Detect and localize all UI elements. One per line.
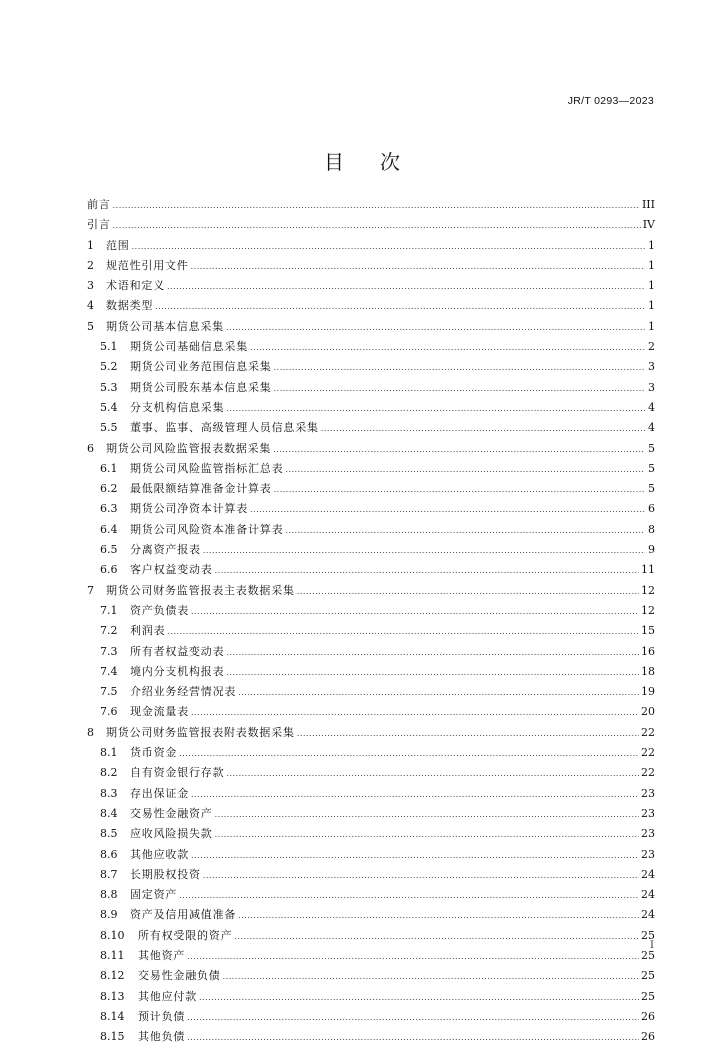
- toc-entry-page: 11: [641, 563, 655, 577]
- dot-leader: [215, 561, 639, 581]
- toc-entry[interactable]: [87, 642, 655, 662]
- toc-entry-label: 境内分支机构报表: [130, 664, 225, 678]
- toc-entry-page: 20: [641, 705, 655, 719]
- toc-entry[interactable]: [87, 357, 655, 377]
- toc-entry[interactable]: [87, 398, 655, 418]
- toc-entry-number: 7.1: [100, 603, 118, 617]
- toc-entry[interactable]: [87, 236, 655, 256]
- dot-leader: [155, 297, 645, 317]
- dot-leader: [167, 277, 645, 297]
- toc-entry-label: 其他应付款: [138, 989, 197, 1003]
- dot-leader: [321, 419, 645, 439]
- toc-entry-page: 3: [648, 360, 655, 374]
- toc-entry-label: 期货公司风险监管指标汇总表: [130, 461, 284, 475]
- toc-entry-page: 22: [641, 766, 655, 780]
- toc-entry-page: 12: [641, 583, 655, 597]
- dot-leader: [226, 318, 645, 338]
- toc-entry-label: 数据类型: [106, 299, 154, 313]
- toc-entry[interactable]: [87, 276, 655, 296]
- toc-entry-number: 8.13: [100, 989, 125, 1003]
- toc-entry-page: 26: [641, 1030, 655, 1044]
- dot-leader: [203, 541, 645, 561]
- toc-entry[interactable]: [87, 865, 655, 885]
- toc-entry-number: 6.5: [100, 543, 118, 557]
- toc-entry-number: 8.8: [100, 888, 118, 902]
- toc-entry-label: 期货公司风险监管报表数据采集: [106, 441, 272, 455]
- toc-entry-number: 7.4: [100, 664, 118, 678]
- toc-entry-label: 其他应收款: [130, 847, 189, 861]
- toc-entry-page: 26: [641, 1009, 655, 1023]
- dot-leader: [274, 358, 645, 378]
- toc-entry[interactable]: [87, 946, 655, 966]
- dot-leader: [234, 927, 639, 947]
- toc-entry-label: 应收风险损失款: [130, 827, 213, 841]
- dot-leader: [285, 460, 645, 480]
- dot-leader: [274, 480, 645, 500]
- dot-leader: [297, 582, 639, 602]
- toc-entry-label: 所有权受限的资产: [138, 928, 233, 942]
- toc-entry-number: 5.4: [100, 400, 118, 414]
- toc-entry-page: 25: [641, 969, 655, 983]
- toc-entry-label: 长期股权投资: [130, 867, 201, 881]
- toc-entry-number: 7: [87, 583, 94, 597]
- toc-entry[interactable]: [87, 966, 655, 986]
- toc-entry-page: 16: [641, 644, 655, 658]
- toc-entry-label: 期货公司净资本计算表: [130, 502, 248, 516]
- toc-entry-label: 期货公司财务监管报表主表数据采集: [106, 583, 295, 597]
- page-number: I: [650, 940, 654, 951]
- toc-entry-label: 预计负债: [138, 1009, 186, 1023]
- toc-entry-page: 23: [641, 847, 655, 861]
- toc-entry-number: 2: [87, 258, 94, 272]
- dot-leader: [187, 947, 639, 967]
- toc-entry-page: 1: [648, 238, 655, 252]
- toc-entry[interactable]: [87, 804, 655, 824]
- toc-entry-label: 其他资产: [138, 948, 186, 962]
- toc-entry-number: 8.3: [100, 786, 118, 800]
- toc-entry-label: 期货公司股东基本信息采集: [130, 380, 272, 394]
- toc-entry[interactable]: [87, 560, 655, 580]
- dot-leader: [191, 846, 639, 866]
- toc-entry-page: 1: [648, 299, 655, 313]
- dot-leader: [215, 805, 639, 825]
- toc-entry-page: 2: [648, 340, 655, 354]
- toc-entry-label: 期货公司基本信息采集: [106, 319, 224, 333]
- toc-entry-page: 18: [641, 664, 655, 678]
- dot-leader: [199, 988, 639, 1008]
- toc-entry-label: 术语和定义: [106, 279, 165, 293]
- toc-entry[interactable]: [87, 702, 655, 722]
- toc-entry[interactable]: [87, 459, 655, 479]
- toc-entry[interactable]: [87, 784, 655, 804]
- toc-entry-page: 5: [648, 461, 655, 475]
- dot-leader: [191, 257, 645, 277]
- toc-entry-number: 8.12: [100, 969, 125, 983]
- toc-entry-number: 6.3: [100, 502, 118, 516]
- toc-entry[interactable]: [87, 885, 655, 905]
- toc-entry-number: 8.15: [100, 1030, 125, 1044]
- toc-entry-page: 24: [641, 908, 655, 922]
- toc-entry[interactable]: [87, 418, 655, 438]
- toc-entry-page: 25: [641, 989, 655, 1003]
- toc-entry[interactable]: [87, 317, 655, 337]
- toc-entry[interactable]: [87, 1027, 655, 1047]
- toc-entry[interactable]: [87, 499, 655, 519]
- dot-leader: [179, 744, 639, 764]
- toc-entry-label: 介绍业务经营情况表: [130, 685, 237, 699]
- toc-entry-number: 6.1: [100, 461, 118, 475]
- toc-entry-page: 8: [648, 522, 655, 536]
- toc-entry-label: 分离资产报表: [130, 543, 201, 557]
- toc-entry[interactable]: [87, 905, 655, 925]
- toc-entry[interactable]: [87, 723, 655, 743]
- dot-leader: [238, 906, 639, 926]
- toc-entry-page: 24: [641, 888, 655, 902]
- toc-entry-number: 8: [87, 725, 94, 739]
- toc-entry[interactable]: [87, 743, 655, 763]
- toc-entry-page: 1: [648, 279, 655, 293]
- toc-entry[interactable]: [87, 845, 655, 865]
- toc-entry[interactable]: [87, 479, 655, 499]
- toc-entry-label: 固定资产: [130, 888, 178, 902]
- toc-entry-label: 范围: [106, 238, 130, 252]
- toc-entry-label: 交易性金融负债: [138, 969, 221, 983]
- toc-entry-number: 7.6: [100, 705, 118, 719]
- toc-entry-page: 1: [648, 258, 655, 272]
- toc-entry-number: 8.10: [100, 928, 125, 942]
- toc-entry-number: 1: [87, 238, 94, 252]
- dot-leader: [238, 683, 639, 703]
- toc-entry-number: 7.2: [100, 624, 118, 638]
- toc-entry-page: 15: [641, 624, 655, 638]
- toc-entry-label: 货币资金: [130, 746, 178, 760]
- dot-leader: [250, 338, 645, 358]
- toc-entry-number: 8.14: [100, 1009, 125, 1023]
- dot-leader: [226, 663, 639, 683]
- toc-entry-number: 6.6: [100, 563, 118, 577]
- table-of-contents: [87, 195, 655, 1047]
- toc-entry[interactable]: [87, 621, 655, 641]
- toc-entry[interactable]: [87, 215, 655, 235]
- dot-leader: [285, 521, 645, 541]
- toc-entry-number: 6.4: [100, 522, 118, 536]
- toc-entry[interactable]: [87, 926, 655, 946]
- toc-entry-page: 22: [641, 725, 655, 739]
- dot-leader: [250, 500, 645, 520]
- dot-leader: [273, 440, 645, 460]
- toc-entry-number: 8.6: [100, 847, 118, 861]
- toc-entry-number: 5: [87, 319, 94, 333]
- document-code: JR/T 0293—2023: [567, 95, 654, 107]
- toc-entry-page: IV: [642, 218, 655, 232]
- toc-title: 目次: [324, 150, 436, 174]
- toc-entry[interactable]: [87, 439, 655, 459]
- dot-leader: [297, 724, 639, 744]
- dot-leader: [187, 1008, 639, 1028]
- toc-entry-number: 8.2: [100, 766, 118, 780]
- toc-entry-number: 8.7: [100, 867, 118, 881]
- toc-entry-label: 自有资金银行存款: [130, 766, 225, 780]
- toc-entry[interactable]: [87, 662, 655, 682]
- toc-entry-number: 8.1: [100, 746, 118, 760]
- toc-entry-page: 5: [648, 482, 655, 496]
- toc-entry[interactable]: [87, 682, 655, 702]
- toc-entry-number: 8.5: [100, 827, 118, 841]
- dot-leader: [132, 237, 645, 257]
- toc-entry-label: 规范性引用文件: [106, 258, 189, 272]
- dot-leader: [226, 643, 639, 663]
- toc-entry-label: 前言: [87, 198, 111, 211]
- toc-entry-label: 客户权益变动表: [130, 563, 213, 577]
- toc-entry[interactable]: [87, 763, 655, 783]
- toc-entry-label: 期货公司财务监管报表附表数据采集: [106, 725, 295, 739]
- toc-entry-number: 8.9: [100, 908, 118, 922]
- toc-entry-page: 5: [648, 441, 655, 455]
- toc-entry[interactable]: [87, 195, 655, 215]
- toc-entry-label: 期货公司风险资本准备计算表: [130, 522, 284, 536]
- toc-entry[interactable]: [87, 337, 655, 357]
- toc-entry-label: 所有者权益变动表: [130, 644, 225, 658]
- toc-entry[interactable]: [87, 987, 655, 1007]
- toc-entry-page: 1: [648, 319, 655, 333]
- toc-entry-page: 19: [641, 685, 655, 699]
- toc-entry-number: 5.1: [100, 340, 118, 354]
- toc-entry-label: 存出保证金: [130, 786, 189, 800]
- toc-entry-number: 8.11: [100, 948, 125, 962]
- toc-entry-label: 最低限额结算准备金计算表: [130, 482, 272, 496]
- dot-leader: [191, 785, 639, 805]
- toc-entry-label: 分支机构信息采集: [130, 400, 225, 414]
- toc-entry-number: 5.2: [100, 360, 118, 374]
- toc-entry[interactable]: [87, 378, 655, 398]
- toc-entry-page: 6: [648, 502, 655, 516]
- dot-leader: [187, 1028, 639, 1048]
- toc-entry-page: 22: [641, 746, 655, 760]
- toc-entry[interactable]: [87, 296, 655, 316]
- dot-leader: [226, 764, 639, 784]
- toc-entry[interactable]: [87, 824, 655, 844]
- toc-entry[interactable]: [87, 1007, 655, 1027]
- toc-entry-page: 9: [648, 543, 655, 557]
- toc-entry-page: 24: [641, 867, 655, 881]
- toc-entry-label: 期货公司基础信息采集: [130, 340, 248, 354]
- toc-entry-page: 23: [641, 786, 655, 800]
- toc-entry-label: 其他负债: [138, 1030, 186, 1044]
- toc-entry-number: 8.4: [100, 806, 118, 820]
- toc-entry-page: 3: [648, 380, 655, 394]
- dot-leader: [223, 967, 639, 987]
- toc-entry[interactable]: [87, 540, 655, 560]
- dot-leader: [215, 825, 639, 845]
- toc-entry-page: III: [641, 198, 655, 211]
- dot-leader: [274, 379, 645, 399]
- toc-entry-page: 23: [641, 806, 655, 820]
- toc-entry-number: 3: [87, 279, 94, 293]
- toc-entry-page: 25: [641, 948, 655, 962]
- dot-leader: [203, 866, 639, 886]
- dot-leader: [191, 602, 639, 622]
- toc-entry-label: 现金流量表: [130, 705, 189, 719]
- toc-entry-page: 4: [648, 400, 655, 414]
- toc-entry-number: 7.5: [100, 685, 118, 699]
- toc-entry[interactable]: [87, 601, 655, 621]
- toc-entry-number: 5.5: [100, 421, 118, 435]
- dot-leader: [113, 216, 641, 236]
- toc-entry-page: 12: [641, 603, 655, 617]
- toc-entry-label: 利润表: [130, 624, 166, 638]
- toc-entry[interactable]: [87, 256, 655, 276]
- toc-entry[interactable]: [87, 581, 655, 601]
- dot-leader: [113, 196, 640, 216]
- toc-entry-label: 期货公司业务范围信息采集: [130, 360, 272, 374]
- toc-entry-number: 5.3: [100, 380, 118, 394]
- dot-leader: [226, 399, 645, 419]
- toc-entry-number: 4: [87, 299, 94, 313]
- dot-leader: [191, 703, 639, 723]
- toc-entry-label: 交易性金融资产: [130, 806, 213, 820]
- toc-entry-page: 25: [641, 928, 655, 942]
- toc-entry-label: 董事、监事、高级管理人员信息采集: [130, 421, 319, 435]
- toc-entry-page: 4: [648, 421, 655, 435]
- dot-leader: [179, 886, 639, 906]
- toc-entry-number: 7.3: [100, 644, 118, 658]
- dot-leader: [167, 622, 639, 642]
- toc-entry-number: 6.2: [100, 482, 118, 496]
- toc-entry[interactable]: [87, 520, 655, 540]
- toc-entry-page: 23: [641, 827, 655, 841]
- toc-entry-label: 资产及信用减值准备: [130, 908, 237, 922]
- toc-entry-label: 引言: [87, 218, 111, 232]
- toc-entry-number: 6: [87, 441, 94, 455]
- toc-entry-label: 资产负债表: [130, 603, 189, 617]
